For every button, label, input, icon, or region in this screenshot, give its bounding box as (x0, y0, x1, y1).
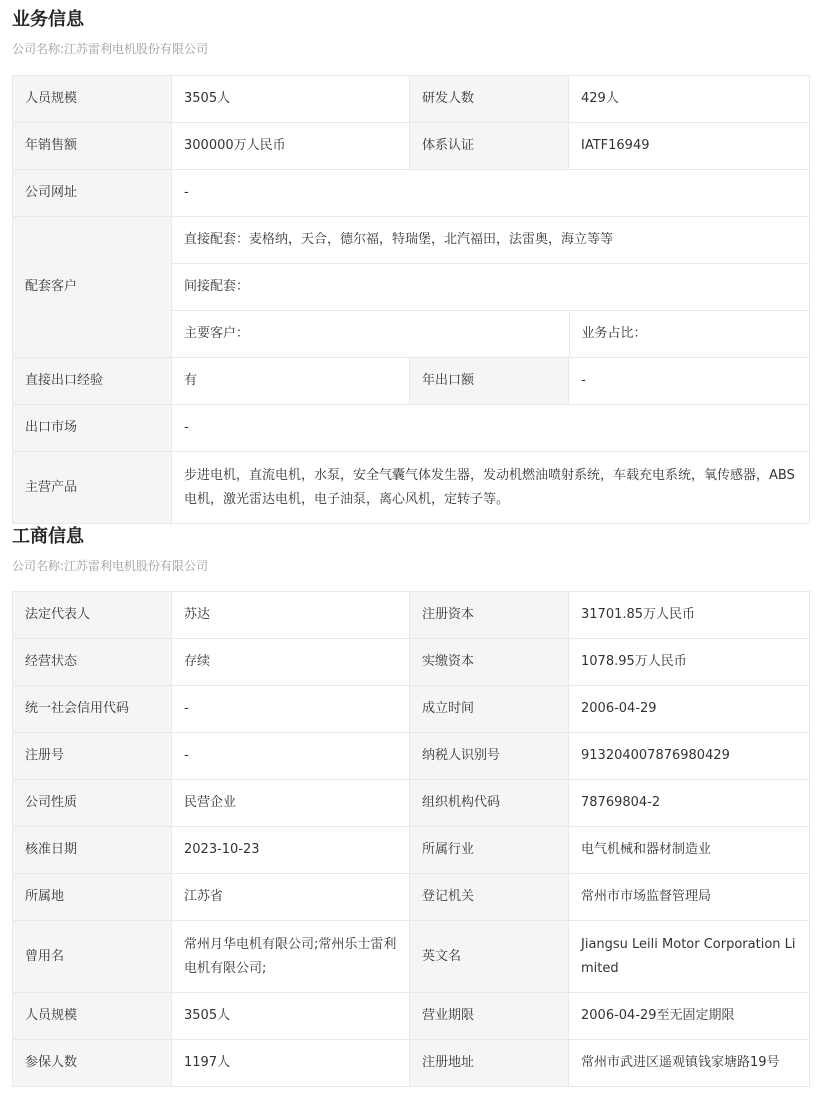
industry-label: 所属行业 (410, 827, 569, 874)
insured-count-value: 1197人 (172, 1040, 410, 1087)
registration-info-title: 工商信息 (12, 526, 84, 547)
certification-label: 体系认证 (410, 123, 569, 170)
main-products-value: 步进电机，直流电机，水泵，安全气囊气体发生器，发动机燃油喷射系统，车载充电系统，氧传感器，ABS电机，激光雷达电机，电子油泵，离心风机，定转子等。 (172, 452, 810, 524)
paid-in-capital-value: 1078.95万人民币 (569, 639, 810, 686)
indirect-supply-text: 间接配套： (172, 264, 810, 311)
former-name-value: 常州月华电机有限公司;常州乐士雷利电机有限公司; (172, 921, 410, 993)
staff-size-label: 人员规模 (13, 993, 172, 1040)
certification-value: IATF16949 (569, 123, 810, 170)
taxpayer-id-label: 纳税人识别号 (410, 733, 569, 780)
table-row (13, 592, 810, 639)
organization-code-value: 78769804-2 (569, 780, 810, 827)
annual-export-label: 年出口额 (410, 358, 569, 405)
table-row (13, 217, 810, 358)
business-term-label: 营业期限 (410, 993, 569, 1040)
website-value: - (172, 170, 810, 217)
insured-count-label: 参保人数 (13, 1040, 172, 1087)
export-market-value: - (172, 405, 810, 452)
operating-status-value: 存续 (172, 639, 410, 686)
table-row (13, 780, 810, 827)
paid-in-capital-label: 实缴资本 (410, 639, 569, 686)
approval-date-value: 2023-10-23 (172, 827, 410, 874)
supporting-customers-label: 配套客户 (13, 217, 172, 358)
rd-staff-value: 429人 (569, 76, 810, 123)
table-row (13, 1040, 810, 1087)
export-experience-value: 有 (172, 358, 410, 405)
table-row (13, 123, 810, 170)
table-row (13, 993, 810, 1040)
registration-authority-value: 常州市市场监督管理局 (569, 874, 810, 921)
former-name-label: 曾用名 (13, 921, 172, 993)
supporting-customers-cell (172, 217, 810, 358)
registered-capital-value: 31701.85万人民币 (569, 592, 810, 639)
rd-staff-label: 研发人数 (410, 76, 569, 123)
staff-size-label: 人员规模 (13, 76, 172, 123)
taxpayer-id-value: 913204007876980429 (569, 733, 810, 780)
english-name-label: 英文名 (410, 921, 569, 993)
registration-number-value: - (172, 733, 410, 780)
staff-size-value: 3505人 (172, 76, 410, 123)
established-date-value: 2006-04-29 (569, 686, 810, 733)
legal-representative-value: 苏达 (172, 592, 410, 639)
direct-supply-text: 直接配套：麦格纳，天合，德尔福，特瑞堡，北汽福田，法雷奥，海立等等 (184, 232, 614, 247)
registered-capital-label: 注册资本 (410, 592, 569, 639)
credit-code-label: 统一社会信用代码 (13, 686, 172, 733)
industry-value: 电气机械和器材制造业 (569, 827, 810, 874)
table-row (13, 76, 810, 123)
export-experience-label: 直接出口经验 (13, 358, 172, 405)
business-info-title: 业务信息 (12, 9, 84, 30)
table-row (13, 170, 810, 217)
table-row (13, 733, 810, 780)
registered-address-label: 注册地址 (410, 1040, 569, 1087)
approval-date-label: 核准日期 (13, 827, 172, 874)
main-customers-text: 主要客户： (172, 311, 569, 358)
registration-number-label: 注册号 (13, 733, 172, 780)
business-info-table (12, 75, 810, 524)
location-label: 所属地 (13, 874, 172, 921)
business-term-value: 2006-04-29至无固定期限 (569, 993, 810, 1040)
registration-authority-label: 登记机关 (410, 874, 569, 921)
location-value: 江苏省 (172, 874, 410, 921)
established-date-label: 成立时间 (410, 686, 569, 733)
business-share-text: 业务占比： (569, 311, 810, 358)
table-row (13, 639, 810, 686)
annual-sales-value: 300000万人民币 (172, 123, 410, 170)
annual-sales-label: 年销售额 (13, 123, 172, 170)
english-name-value: Jiangsu Leili Motor Corporation Limited (569, 921, 810, 993)
company-type-value: 民营企业 (172, 780, 410, 827)
registered-address-value: 常州市武进区遥观镇钱家塘路19号 (569, 1040, 810, 1087)
table-row (13, 827, 810, 874)
table-row (13, 874, 810, 921)
table-row (13, 452, 810, 524)
operating-status-label: 经营状态 (13, 639, 172, 686)
export-market-label: 出口市场 (13, 405, 172, 452)
website-label: 公司网址 (13, 170, 172, 217)
organization-code-label: 组织机构代码 (410, 780, 569, 827)
table-row (13, 686, 810, 733)
credit-code-value: - (172, 686, 410, 733)
supporting-customers-table (172, 217, 810, 357)
business-company-name: 公司名称:江苏雷利电机股份有限公司 (12, 42, 209, 56)
staff-size-value: 3505人 (172, 993, 410, 1040)
company-type-label: 公司性质 (13, 780, 172, 827)
registration-info-table (12, 591, 810, 1087)
table-row (13, 921, 810, 993)
table-row (13, 358, 810, 405)
legal-representative-label: 法定代表人 (13, 592, 172, 639)
annual-export-value: - (569, 358, 810, 405)
table-row (13, 405, 810, 452)
registration-company-name: 公司名称:江苏雷利电机股份有限公司 (12, 559, 209, 573)
main-products-label: 主营产品 (13, 452, 172, 524)
